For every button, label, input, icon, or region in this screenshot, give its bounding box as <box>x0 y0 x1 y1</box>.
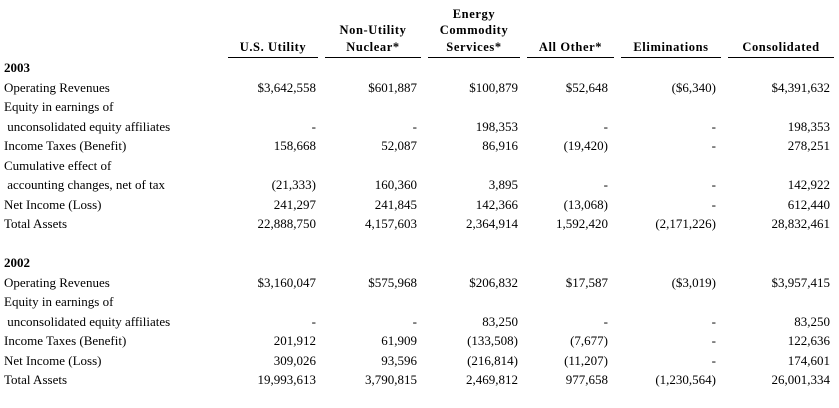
table-cell: ($6,340) <box>671 79 716 95</box>
table-cell: $100,879 <box>469 79 518 95</box>
table-row <box>0 331 839 351</box>
table-cell: - <box>711 333 716 348</box>
table-row <box>0 117 839 137</box>
table-row <box>0 156 839 176</box>
table-cell: (1,230,564) <box>655 372 716 387</box>
row-label: Income Taxes (Benefit) <box>4 138 127 153</box>
column-header <box>228 39 318 56</box>
table-cell: (7,677) <box>570 333 608 348</box>
table-cell: 241,845 <box>374 196 417 212</box>
table-cell: $206,832 <box>469 274 518 290</box>
table-cell: 19,993,613 <box>257 372 316 387</box>
column-header-line: U.S. Utility <box>239 39 307 54</box>
table-cell: 198,353 <box>787 118 830 134</box>
table-cell: (13,068) <box>563 196 608 212</box>
column-header-line: Services* <box>446 39 502 54</box>
table-cell: 160,360 <box>374 177 417 192</box>
row-label: unconsolidated equity affiliates <box>4 313 171 329</box>
row-label: Equity in earnings of <box>4 99 114 114</box>
row-label: Income Taxes (Benefit) <box>4 333 127 348</box>
table-cell: ($3,019) <box>671 274 716 290</box>
table-row <box>0 175 839 195</box>
table-cell: 158,668 <box>273 138 316 153</box>
table-cell: 174,601 <box>787 352 830 368</box>
table-cell: 22,888,750 <box>257 216 316 231</box>
table-cell: - <box>603 313 608 329</box>
table-cell: 241,297 <box>273 196 316 212</box>
row-label: Net Income (Loss) <box>4 352 102 368</box>
table-row <box>0 78 839 98</box>
table-cell: 2,364,914 <box>466 216 518 231</box>
table-cell: 3,895 <box>488 177 518 192</box>
table-cell: (216,814) <box>467 352 518 368</box>
table-cell: $3,160,047 <box>257 274 316 290</box>
table-cell: $52,648 <box>565 79 608 95</box>
table-cell: 142,366 <box>475 196 518 212</box>
column-header-line: Energy <box>452 6 496 21</box>
table-cell: 201,912 <box>273 333 316 348</box>
table-cell: $3,957,415 <box>771 274 830 290</box>
table-cell: $17,587 <box>565 274 608 290</box>
table-cell: 122,636 <box>787 333 830 348</box>
table-cell: 3,790,815 <box>365 372 417 387</box>
column-header <box>621 39 721 56</box>
row-label: Operating Revenues <box>4 274 110 290</box>
table-cell: - <box>711 138 716 153</box>
table-cell: (21,333) <box>271 177 316 192</box>
table-cell: 61,909 <box>381 333 417 348</box>
row-label: Net Income (Loss) <box>4 196 102 212</box>
table-row <box>0 195 839 215</box>
table-cell: - <box>311 118 316 134</box>
table-cell: - <box>412 313 417 329</box>
column-header-line: Consolidated <box>742 39 820 54</box>
table-cell: 612,440 <box>787 196 830 212</box>
table-cell: $601,887 <box>368 79 417 95</box>
table-cell: - <box>711 313 716 329</box>
table-cell: 2,469,812 <box>466 372 518 387</box>
row-label: Total Assets <box>4 372 68 387</box>
table-cell: 198,353 <box>475 118 518 134</box>
table-row <box>0 312 839 332</box>
table-cell: (133,508) <box>467 333 518 348</box>
table-cell: 28,832,461 <box>771 216 830 231</box>
table-cell: (19,420) <box>563 138 608 153</box>
column-header-line: All Other* <box>538 39 603 54</box>
column-header-line: Commodity <box>439 23 509 37</box>
table-cell: $3,642,558 <box>257 79 316 95</box>
section-year <box>0 58 839 78</box>
column-header-line: Eliminations <box>633 39 709 54</box>
table-cell: 86,916 <box>482 138 518 153</box>
row-label: Cumulative effect of <box>4 157 112 173</box>
column-header-line: Non-Utility <box>339 23 407 37</box>
table-cell: (2,171,226) <box>655 216 716 231</box>
table-cell: 142,922 <box>787 177 830 192</box>
row-label: unconsolidated equity affiliates <box>4 118 171 134</box>
table-cell: $4,391,632 <box>771 79 830 95</box>
column-header <box>728 39 834 56</box>
column-header-line: Nuclear* <box>346 39 400 54</box>
table-cell: 93,596 <box>381 352 417 368</box>
column-header <box>527 39 614 56</box>
table-cell: 83,250 <box>482 313 518 329</box>
table-cell: - <box>711 118 716 134</box>
table-cell: 977,658 <box>565 372 608 387</box>
table-row <box>0 370 839 390</box>
table-cell: $575,968 <box>368 274 417 290</box>
row-label: Operating Revenues <box>4 79 110 95</box>
table-cell: - <box>311 313 316 329</box>
table-cell: 83,250 <box>794 313 830 329</box>
column-header <box>325 22 421 55</box>
table-row <box>0 292 839 312</box>
table-cell: 52,087 <box>381 138 417 153</box>
table-row <box>0 351 839 371</box>
table-cell: - <box>603 177 608 192</box>
table-cell: 1,592,420 <box>556 216 608 231</box>
table-row <box>0 136 839 156</box>
table-cell: - <box>711 352 716 368</box>
column-header <box>428 6 520 56</box>
table-row <box>0 273 839 293</box>
row-label: Equity in earnings of <box>4 294 114 309</box>
table-cell: 278,251 <box>787 138 830 153</box>
table-cell: - <box>412 118 417 134</box>
table-cell: - <box>711 196 716 212</box>
table-cell: 26,001,334 <box>771 372 830 387</box>
row-label: accounting changes, net of tax <box>4 177 165 192</box>
table-cell: 4,157,603 <box>365 216 417 231</box>
table-cell: 309,026 <box>273 352 316 368</box>
section-year-label: 2002 <box>4 255 30 270</box>
table-row <box>0 214 839 234</box>
table-cell: (11,207) <box>564 352 608 368</box>
section-year-label: 2003 <box>4 60 30 75</box>
section-year <box>0 253 839 273</box>
row-label: Total Assets <box>4 216 68 231</box>
table-row <box>0 97 839 117</box>
table-cell: - <box>711 177 716 192</box>
table-cell: - <box>603 118 608 134</box>
